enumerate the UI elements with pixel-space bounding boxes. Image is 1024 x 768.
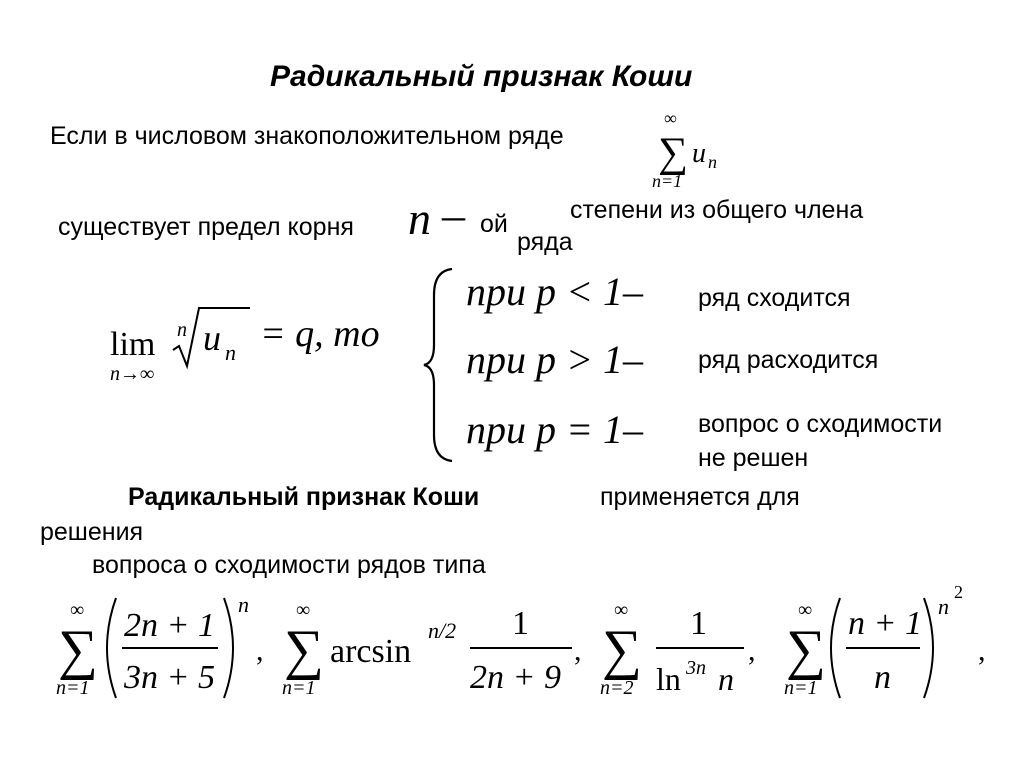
limit-under: n→∞	[110, 363, 155, 385]
example-1-left-paren	[107, 598, 116, 698]
example-1-right-paren	[224, 598, 233, 698]
limit-root-index: n	[177, 319, 187, 341]
example-4-left-paren	[831, 598, 840, 698]
series-sum-bottom: n=1	[652, 171, 683, 191]
case-3-text-line-1: вопрос о сходимости	[698, 410, 943, 438]
example-4-top: ∞	[798, 599, 813, 621]
limit-radicand: u	[203, 318, 221, 358]
example-series-3	[598, 590, 768, 710]
example-3-den-ln: ln	[656, 661, 681, 697]
example-4-num: n + 1	[848, 605, 922, 642]
example-3-num: 1	[690, 605, 707, 642]
example-2-top: ∞	[296, 599, 311, 621]
intro-line-2b: ой	[480, 210, 508, 238]
example-1-comma: ,	[256, 634, 264, 667]
example-3-sigma: ∑	[602, 619, 642, 681]
example-2-den: 2n + 9	[470, 659, 561, 696]
example-3-den-n: n	[718, 661, 734, 697]
nth-root-dash: –	[442, 189, 465, 240]
series-sum-term: u	[692, 138, 706, 169]
example-4-right-paren	[924, 598, 933, 698]
example-1-sigma: ∑	[58, 619, 98, 681]
example-3-top: ∞	[614, 599, 629, 621]
limit-lim: lim	[110, 326, 156, 363]
example-1-num: 2n + 1	[124, 607, 215, 644]
limit-rhs: = q, то	[260, 313, 380, 355]
case-1-text: ряд сходится	[698, 284, 851, 312]
case-1-condition: при p < 1–	[466, 269, 643, 314]
example-2-comma: ,	[574, 634, 582, 667]
limit-radicand-sub: n	[225, 340, 236, 365]
example-1-top: ∞	[70, 599, 85, 621]
example-1-power: n	[238, 592, 249, 617]
summary-line-2: решения	[40, 518, 144, 546]
summary-bold: Радикальный признак Коши	[128, 483, 480, 511]
case-3-text-line-2: не решен	[698, 444, 809, 472]
series-sum-top: ∞	[664, 110, 677, 128]
example-3-comma: ,	[748, 634, 756, 667]
limit-formula	[105, 290, 425, 400]
example-4-den: n	[874, 659, 891, 696]
series-sum-formula	[650, 110, 740, 195]
example-1-bottom: n=1	[56, 677, 90, 699]
nth-root-n: n	[408, 193, 431, 244]
cases-brace	[420, 265, 460, 465]
intro-line-2d: ряда	[517, 228, 573, 256]
example-4-comma: ,	[978, 634, 986, 667]
example-2-power: n/2	[428, 618, 457, 643]
example-3-den-pow: 3n	[686, 657, 706, 679]
example-series-2	[282, 590, 592, 710]
example-series-4	[782, 570, 1012, 710]
intro-line-1: Если в числовом знакоположительном ряде	[50, 122, 564, 150]
example-3-bottom: n=2	[600, 677, 634, 699]
example-4-sigma: ∑	[786, 619, 826, 681]
series-sum-sigma: ∑	[658, 130, 688, 176]
example-1-den: 3n + 5	[124, 659, 215, 696]
example-4-power-exp: 2	[954, 582, 963, 602]
intro-line-2c: степени из общего члена	[570, 196, 864, 224]
example-4-power: n	[938, 594, 949, 619]
example-2-bottom: n=1	[282, 677, 316, 699]
case-2-condition: при p > 1–	[466, 337, 643, 382]
summary-rest: применяется для	[600, 483, 800, 511]
example-series-1	[50, 590, 280, 710]
example-2-func: arcsin	[330, 633, 412, 670]
intro-line-2a: существует предел корня	[58, 213, 354, 241]
example-4-bottom: n=1	[784, 677, 818, 699]
case-2-text: ряд расходится	[698, 346, 879, 374]
summary-line-3: вопроса о сходимости рядов типа	[92, 551, 486, 579]
series-sum-term-sub: n	[708, 152, 717, 172]
example-2-sigma: ∑	[284, 619, 324, 681]
example-2-num: 1	[512, 605, 529, 642]
page-title: Радикальный признак Коши	[270, 60, 693, 93]
case-3-condition: при p = 1–	[466, 407, 643, 452]
